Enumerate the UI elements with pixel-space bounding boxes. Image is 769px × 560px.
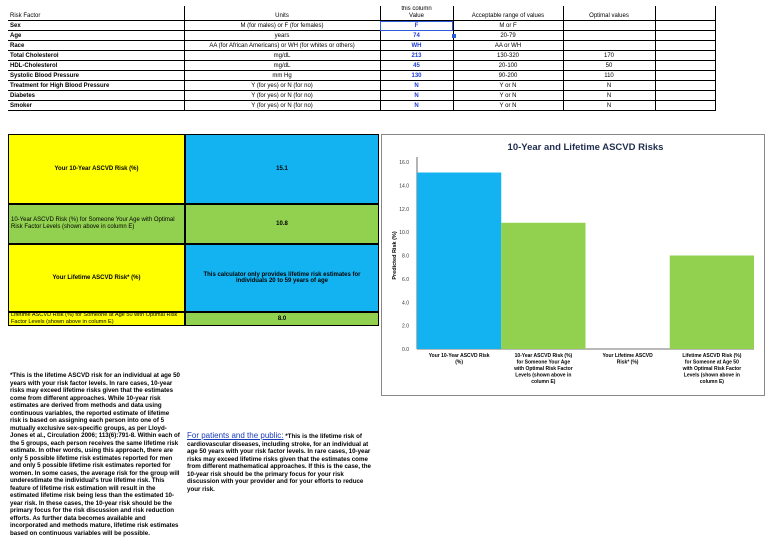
header-value[interactable]	[380, 6, 453, 21]
r10-label: Your 10-Year ASCVD Risk (%)	[54, 166, 139, 172]
r10-value-cell[interactable]	[185, 134, 379, 204]
y-tick-label: 4.0	[402, 300, 409, 307]
empty-cell[interactable]	[655, 101, 715, 111]
chart-title: 10-Year and Lifetime ASCVD Risks	[507, 142, 664, 153]
optimal-cell[interactable]: N	[563, 101, 655, 111]
units-cell[interactable]: Y (for yes) or N (for no)	[184, 91, 380, 101]
optimal-cell[interactable]: 170	[563, 51, 655, 61]
r10-value: 15.1	[276, 166, 288, 172]
units-cell[interactable]: AA (for African Americans) or WH (for whites or others)	[184, 41, 380, 51]
y-tick-label: 8.0	[402, 253, 409, 260]
range-cell[interactable]: 90-200	[453, 71, 563, 81]
cell-fill-handle[interactable]	[452, 34, 456, 38]
life-opt-value: 8.0	[277, 316, 287, 322]
empty-cell[interactable]	[655, 71, 715, 81]
units-cell[interactable]: mg/dL	[184, 51, 380, 61]
y-axis-label: Predicted Risk (%)	[392, 231, 398, 280]
risk-factor-cell[interactable]: Total Cholesterol	[8, 51, 184, 61]
value-cell[interactable]: F	[380, 21, 453, 31]
units-cell[interactable]: mg/dL	[184, 61, 380, 71]
bar-0	[417, 173, 501, 349]
risk-factor-cell[interactable]: HDL-Cholesterol	[8, 61, 184, 71]
lifetime-footnote: *This is the lifetime ASCVD risk for an individual at age 50 years with your risk factor levels. In rare cases, 10-year risks may exceed lifetime risks given that the estimates come from different approaches. While 10-year risk estimates are derived from methods and data using continuous variables, the reported estimate of lifetime risk is based on assigning each person into one of 5 mutually exclusive sex-specific groups, as per Lloyd-Jones et al., Circulation 2006; 113(6):791-8. Within each of the 5 groups, each person receives the same lifetime risk estimate. In other words, using this approach, there are only 5 possible lifetime risk estimates reported for men and only 5 possible lifetime risk estimates reported for women. In some cases, the average risk for the group will underestimate the individual's true lifetime risk. This feature of lifetime risk estimation will result in the estimated lifetime risk being less than the estimated 10-year risk. In these cases, the 10-year risk should be the primary focus for the risk discussion and risk reduction efforts. As further data becomes available and incorporated and methods mature, lifetime risk estimates based on continuous variables will be possible.	[10, 372, 180, 537]
table-row	[8, 101, 715, 111]
header-extra-note: this column	[401, 6, 432, 12]
table-row	[8, 31, 715, 41]
life-value: This calculator only provides lifetime risk estimates for individuals 20 to 59 years of age	[203, 272, 361, 284]
risk-factor-cell[interactable]: Sex	[8, 21, 184, 31]
life-opt-value-cell[interactable]	[185, 312, 379, 326]
optimal-cell[interactable]: 110	[563, 71, 655, 81]
patients-text: *This is the lifetime risk of cardiovascular diseases, including stroke, for an individual at age 50 years with your risk factor levels. In rare cases, 10-year risks may exceed lifetime risks given that the estimates come from different mathematical approaches. If this is the case, the 10-year risk should be the primary focus for your risk discussion with your provider and for your efforts to reduce your risk.	[187, 433, 371, 493]
table-row	[8, 81, 715, 91]
x-category-label: 10-Year ASCVD Risk (%) for Someone Your Age with Optimal Risk Factor Levels (shown above in column E)	[514, 353, 573, 385]
bar-3	[670, 256, 754, 350]
risk-factor-cell[interactable]: Systolic Blood Pressure	[8, 71, 184, 81]
patients-heading[interactable]: For patients and the public:	[187, 431, 284, 440]
table-row	[8, 51, 715, 61]
range-cell[interactable]: Y or N	[453, 101, 563, 111]
value-cell[interactable]: 45	[380, 61, 453, 71]
optimal-cell[interactable]: N	[563, 81, 655, 91]
units-cell[interactable]: years	[184, 31, 380, 41]
x-category-label: Your Lifetime ASCVD Risk* (%)	[602, 353, 653, 366]
y-tick-label: 16.0	[399, 160, 409, 166]
optimal-cell[interactable]	[563, 41, 655, 51]
value-cell[interactable]: N	[380, 91, 453, 101]
risk-factor-table	[8, 6, 716, 111]
y-tick-label: 6.0	[402, 276, 409, 283]
units-cell[interactable]: Y (for yes) or N (for no)	[184, 81, 380, 91]
range-cell[interactable]: 20-79	[453, 31, 563, 41]
range-cell[interactable]: 20-100	[453, 61, 563, 71]
risk-chart-svg	[382, 135, 764, 395]
range-cell[interactable]: Y or N	[453, 91, 563, 101]
table-header-row	[8, 6, 715, 21]
header-empty[interactable]	[655, 6, 715, 21]
life-label: Your Lifetime ASCVD Risk* (%)	[52, 275, 141, 281]
x-category-label: Your 10-Year ASCVD Risk (%)	[428, 353, 490, 366]
table-row	[8, 21, 715, 31]
units-cell[interactable]: M (for males) or F (for females)	[184, 21, 380, 31]
units-cell[interactable]: Y (for yes) or N (for no)	[184, 101, 380, 111]
header-units[interactable]: Units	[184, 6, 380, 21]
bar-1	[501, 223, 585, 349]
risk-factor-cell[interactable]: Age	[8, 31, 184, 41]
header-value-label: Value	[409, 13, 424, 19]
risk-factor-cell[interactable]: Treatment for High Blood Pressure	[8, 81, 184, 91]
value-cell[interactable]: WH	[380, 41, 453, 51]
life-opt-label-cell[interactable]	[8, 312, 185, 326]
empty-cell[interactable]	[655, 21, 715, 31]
optimal-cell[interactable]: N	[563, 91, 655, 101]
range-cell[interactable]: M or F	[453, 21, 563, 31]
optimal-cell[interactable]: 50	[563, 61, 655, 71]
r10-opt-value: 10.8	[276, 221, 288, 227]
header-risk-factor[interactable]: Risk Factor	[8, 6, 184, 21]
optimal-cell[interactable]	[563, 21, 655, 31]
empty-cell[interactable]	[655, 31, 715, 41]
table-row	[8, 71, 715, 81]
range-cell[interactable]: Y or N	[453, 81, 563, 91]
life-opt-label: Lifetime ASCVD Risk (%) for Someone at Age 50 with Optimal Risk Factor Levels (shown above in column E)	[11, 312, 178, 325]
table-row	[8, 91, 715, 101]
value-cell[interactable]: 130	[380, 71, 453, 81]
empty-cell[interactable]	[655, 91, 715, 101]
range-cell[interactable]: AA or WH	[453, 41, 563, 51]
y-tick-label: 0.0	[402, 347, 409, 353]
range-cell[interactable]: 130-320	[453, 51, 563, 61]
empty-cell[interactable]	[655, 81, 715, 91]
r10-opt-label: 10-Year ASCVD Risk (%) for Someone Your Age with Optimal Risk Factor Levels (shown above in column E)	[11, 217, 175, 230]
empty-cell[interactable]	[655, 61, 715, 71]
value-cell[interactable]: 74	[380, 31, 453, 41]
risk-chart[interactable]	[381, 134, 765, 396]
risk-factor-cell[interactable]: Diabetes	[8, 91, 184, 101]
r10-label-cell[interactable]	[8, 134, 185, 204]
life-value-cell[interactable]	[185, 244, 379, 312]
header-range[interactable]: Acceptable range of values	[453, 6, 563, 21]
value-cell[interactable]: 213	[380, 51, 453, 61]
risk-factor-cell[interactable]: Race	[8, 41, 184, 51]
life-label-cell[interactable]	[8, 244, 185, 312]
x-category-label: Lifetime ASCVD Risk (%) for Someone at Age 50 with Optimal Risk Factor Levels (shown above in column E)	[682, 353, 742, 385]
units-cell[interactable]: mm Hg	[184, 71, 380, 81]
optimal-cell[interactable]	[563, 31, 655, 41]
table-row	[8, 41, 715, 51]
r10-opt-label-cell[interactable]	[8, 204, 185, 244]
value-cell[interactable]: N	[380, 81, 453, 91]
empty-cell[interactable]	[655, 41, 715, 51]
risk-factor-cell[interactable]: Smoker	[8, 101, 184, 111]
y-tick-label: 2.0	[402, 323, 409, 330]
table-row	[8, 61, 715, 71]
r10-opt-value-cell[interactable]	[185, 204, 379, 244]
patients-note	[187, 432, 377, 493]
empty-cell[interactable]	[655, 51, 715, 61]
value-cell[interactable]: N	[380, 101, 453, 111]
y-tick-label: 12.0	[399, 206, 409, 213]
y-tick-label: 14.0	[399, 183, 409, 190]
header-optimal[interactable]: Optimal values	[563, 6, 655, 21]
y-tick-label: 10.0	[399, 230, 409, 237]
